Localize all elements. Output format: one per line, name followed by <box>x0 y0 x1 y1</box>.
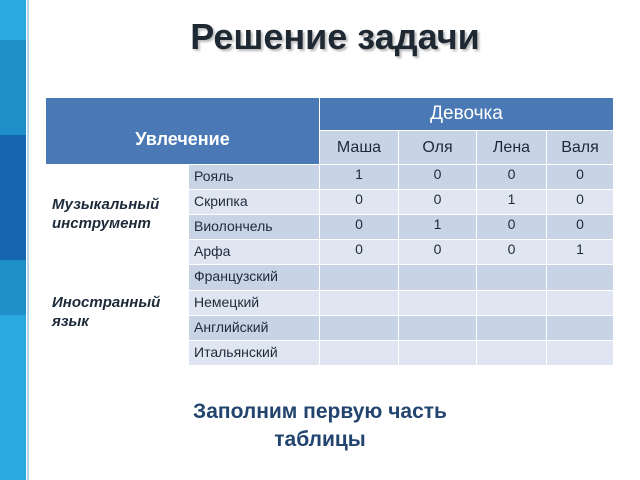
value-cell: 0 <box>547 190 614 215</box>
hobby-table <box>45 97 614 366</box>
decor-stripe <box>0 40 26 135</box>
name-cell-masha: Маша <box>320 131 399 165</box>
group-label-language <box>46 265 189 366</box>
value-cell <box>547 265 614 291</box>
value-cell: 0 <box>399 240 477 265</box>
value-cell <box>477 291 547 316</box>
decor-stripe <box>0 135 26 260</box>
left-decor-bar <box>0 0 26 480</box>
item-label: Рояль <box>189 165 320 190</box>
value-cell: 1 <box>477 190 547 215</box>
item-label: Французский <box>189 265 320 291</box>
decor-stripe <box>0 260 26 315</box>
item-label: Скрипка <box>189 190 320 215</box>
value-cell: 0 <box>399 165 477 190</box>
value-cell <box>547 291 614 316</box>
value-cell: 0 <box>547 215 614 240</box>
value-cell <box>399 291 477 316</box>
group-label-music <box>46 165 189 265</box>
group-label-line: Музыкальный <box>52 196 160 213</box>
value-cell <box>320 265 399 291</box>
decor-stripe <box>0 0 26 40</box>
value-cell: 0 <box>320 190 399 215</box>
value-cell <box>399 316 477 341</box>
value-cell <box>477 316 547 341</box>
caption-line: Заполним первую часть <box>193 400 447 423</box>
value-cell <box>547 341 614 366</box>
item-label: Арфа <box>189 240 320 265</box>
item-label: Итальянский <box>189 341 320 366</box>
value-cell <box>477 341 547 366</box>
slide-title: Решение задачи <box>190 16 480 57</box>
value-cell: 0 <box>320 215 399 240</box>
value-cell: 1 <box>399 215 477 240</box>
item-label: Немецкий <box>189 291 320 316</box>
value-cell: 0 <box>477 215 547 240</box>
value-cell <box>320 316 399 341</box>
hobby-header-label: Увлечение <box>135 128 230 149</box>
value-cell: 0 <box>320 240 399 265</box>
value-cell: 0 <box>477 165 547 190</box>
name-cell-olya: Оля <box>399 131 477 165</box>
group-label-line: Иностранный <box>52 294 161 311</box>
value-cell: 0 <box>547 165 614 190</box>
item-label: Английский <box>189 316 320 341</box>
group-label-line: язык <box>52 313 89 330</box>
value-cell: 0 <box>477 240 547 265</box>
decor-stripe <box>0 315 26 480</box>
slide-caption <box>130 398 510 454</box>
girl-header <box>320 98 614 131</box>
value-cell: 1 <box>547 240 614 265</box>
name-cell-valya: Валя <box>547 131 614 165</box>
decor-divider <box>27 0 29 480</box>
caption-line: таблицы <box>274 428 366 451</box>
value-cell <box>399 265 477 291</box>
value-cell <box>320 341 399 366</box>
hobby-header <box>46 98 320 165</box>
group-label-line: инструмент <box>52 215 151 232</box>
value-cell <box>399 341 477 366</box>
girl-header-label: Девочка <box>430 103 503 124</box>
name-cell-lena: Лена <box>477 131 547 165</box>
value-cell <box>477 265 547 291</box>
item-label: Виолончель <box>189 215 320 240</box>
value-cell: 0 <box>399 190 477 215</box>
value-cell <box>547 316 614 341</box>
value-cell <box>320 291 399 316</box>
value-cell: 1 <box>320 165 399 190</box>
